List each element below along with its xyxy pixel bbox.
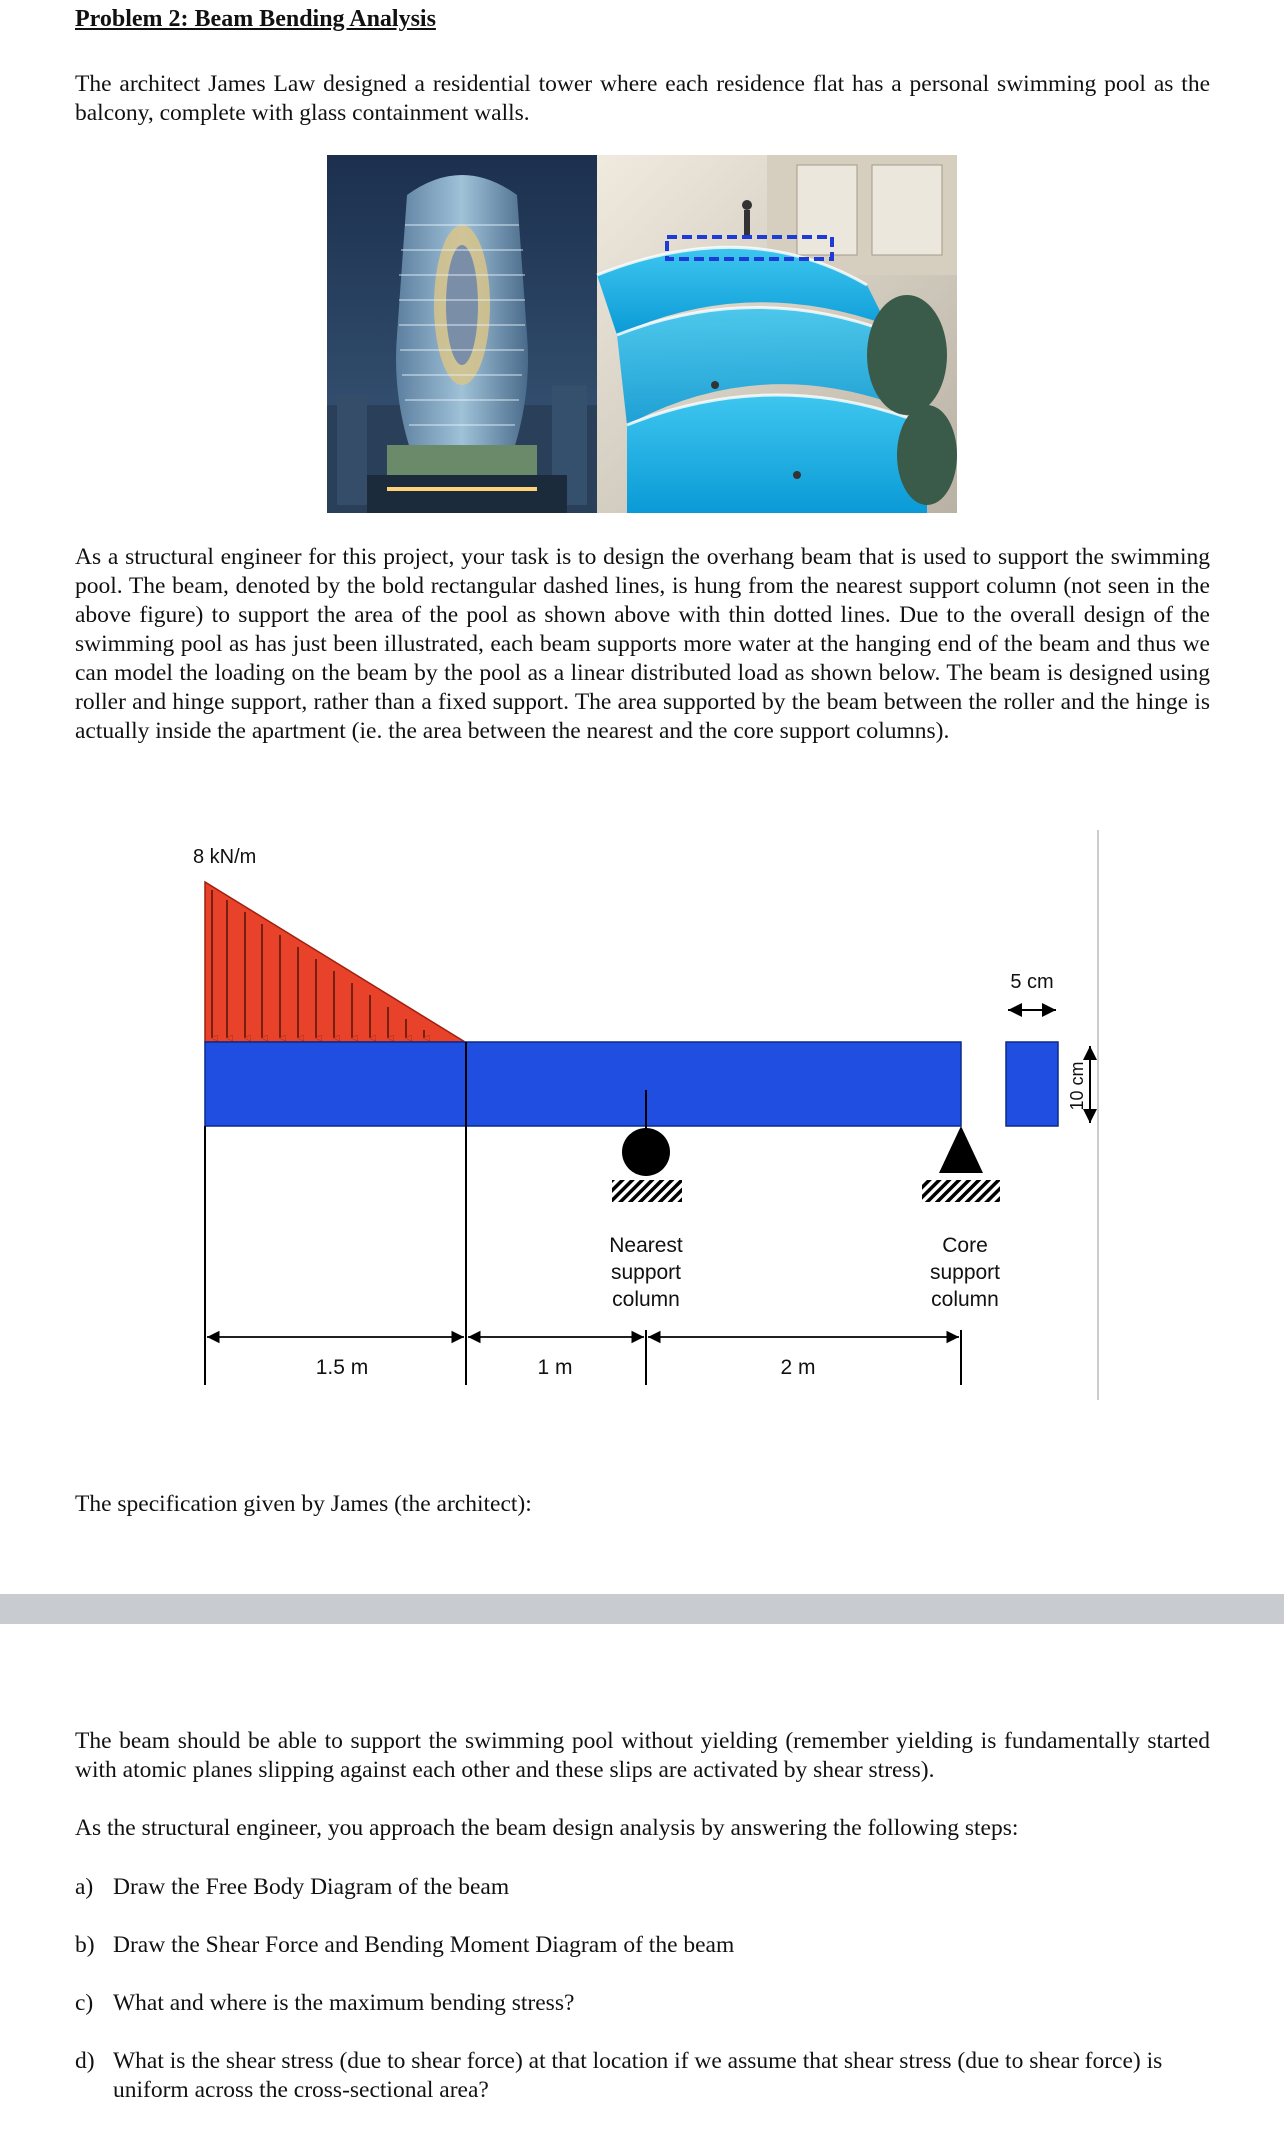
approach-paragraph: As the structural engineer, you approach the beam design analysis by answering the following steps: xyxy=(75,1815,1019,1841)
hinge-support xyxy=(922,1126,1000,1202)
core-label-1: Core xyxy=(942,1234,988,1257)
width-label: 5 cm xyxy=(1010,971,1054,993)
beam-diagram-svg xyxy=(0,820,1284,1420)
problem-title: Problem 2: Beam Bending Analysis xyxy=(75,6,436,32)
tower-photo-illustration xyxy=(327,155,957,513)
step-c-mark: c) xyxy=(75,1990,94,2016)
core-label-3: column xyxy=(931,1288,999,1311)
step-a-mark: a) xyxy=(75,1874,94,1900)
load-label: 8 kN/m xyxy=(193,846,257,868)
tower-photo xyxy=(327,155,957,513)
nearest-label-1: Nearest xyxy=(609,1234,683,1257)
core-label-2: support xyxy=(929,1261,1001,1284)
step-b-text: Draw the Shear Force and Bending Moment Diagram of the beam xyxy=(113,1932,735,1958)
step-d-mark: d) xyxy=(75,2048,95,2074)
step-b xyxy=(75,1931,1210,1960)
step-d-text: What is the shear stress (due to shear force) at that location if we assume that shear stress (due to shear force) is uniform across the cross-sectional area? xyxy=(113,2048,1163,2103)
cross-section xyxy=(1006,1042,1058,1126)
nearest-label-3: column xyxy=(612,1288,680,1311)
step-a xyxy=(75,1873,1210,1902)
task-paragraph: As a structural engineer for this project, your task is to design the overhang beam that is used to support the swimming pool. The beam, denoted by the bold rectangular dashed lines, is hung from the nearest support column (not seen in the above figure) to support the area of the pool as shown above with thin dotted lines. Due to the overall design of the swimming pool as has just been illustrated, each beam supports more water at the hanging end of the beam and thus we can model the loading on the beam by the pool as a linear distributed load as shown below. The beam is designed using roller and hinge support, rather than a fixed support. The area supported by the beam between the roller and the hinge is actually inside the apartment (ie. the area between the nearest and the core support columns). xyxy=(75,544,1210,744)
beam-diagram xyxy=(0,820,1284,1420)
step-c xyxy=(75,1989,1210,2018)
height-label: 10 cm xyxy=(1067,1061,1087,1111)
yield-paragraph: The beam should be able to support the swimming pool without yielding (remember yielding is fundamentally started with atomic planes slipping against each other and these slips are activated by shear stress). xyxy=(75,1728,1210,1783)
step-a-text: Draw the Free Body Diagram of the beam xyxy=(113,1874,510,1900)
nearest-label-2: support xyxy=(610,1261,682,1284)
intro-paragraph: The architect James Law designed a residential tower where each residence flat has a personal swimming pool as the balcony, complete with glass containment walls. xyxy=(75,71,1210,126)
span2-label: 1 m xyxy=(537,1356,573,1379)
span3-label: 2 m xyxy=(780,1356,816,1379)
spec-line: The specification given by James (the architect): xyxy=(75,1491,532,1517)
distributed-load xyxy=(205,882,465,1042)
span1-label: 1.5 m xyxy=(315,1356,369,1379)
roller-support xyxy=(612,1128,682,1202)
section-divider xyxy=(0,1594,1284,1624)
step-b-mark: b) xyxy=(75,1932,95,1958)
step-c-text: What and where is the maximum bending stress? xyxy=(113,1990,575,2016)
step-d xyxy=(75,2047,1210,2105)
beam xyxy=(205,1042,961,1126)
